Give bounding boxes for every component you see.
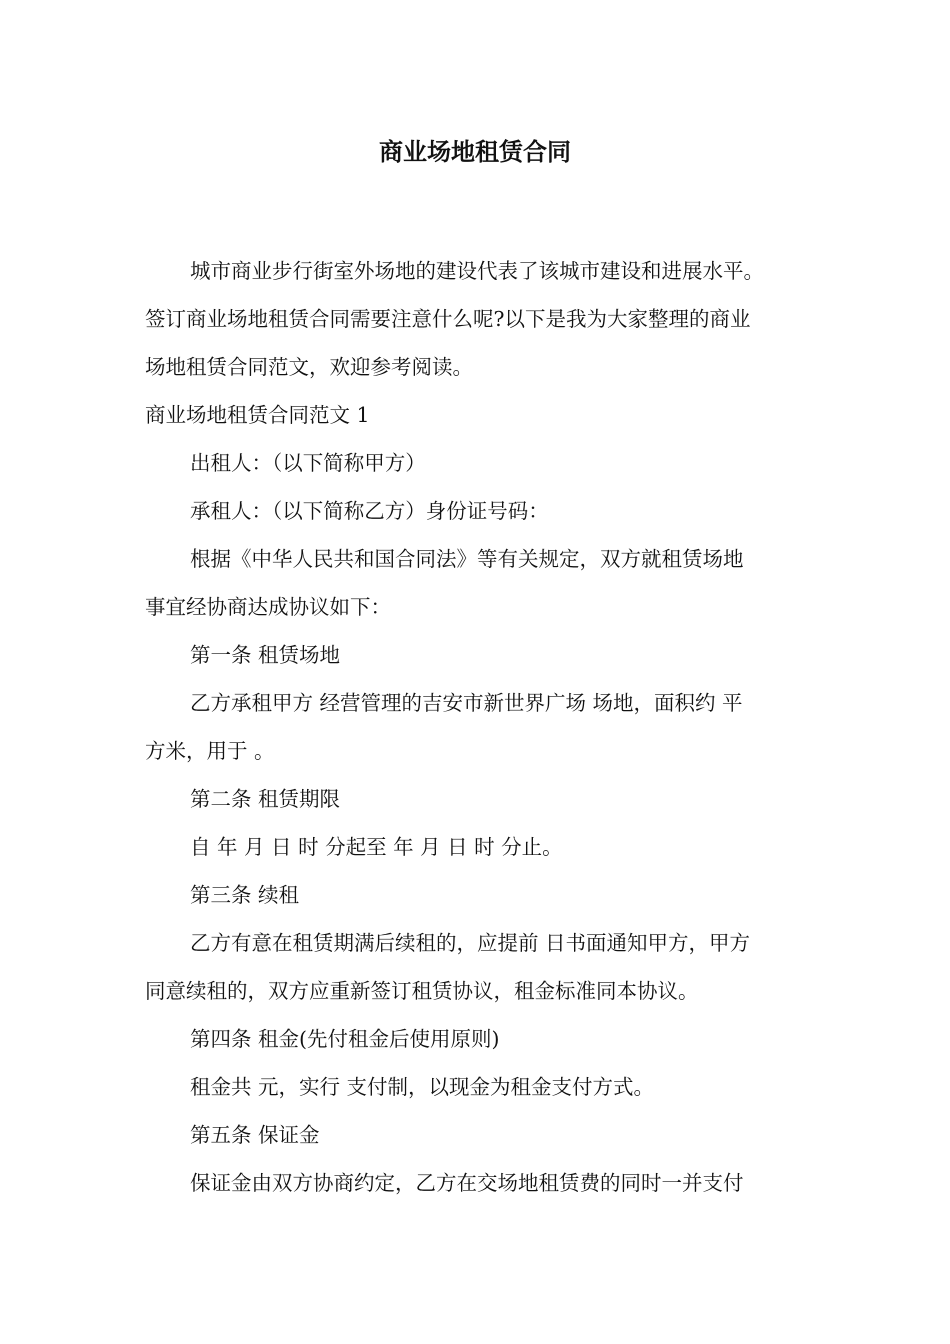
paragraph-line: 同意续租的，双方应重新签订租赁协议，租金标准同本协议。 — [145, 979, 699, 1003]
article-heading: 第一条 租赁场地 — [190, 643, 341, 667]
paragraph-line: 保证金由双方协商约定，乙方在交场地租赁费的同时一并支付 — [190, 1171, 744, 1195]
document-title: 商业场地租赁合同 — [379, 138, 571, 166]
article-heading: 第四条 租金(先付租金后使用原则) — [190, 1027, 500, 1051]
section-heading: 商业场地租赁合同范文 1 — [145, 403, 370, 427]
lessee-line: 承租人：（以下简称乙方）身份证号码： — [190, 499, 549, 523]
paragraph-line: 乙方有意在租赁期满后续租的，应提前 日书面通知甲方，甲方 — [190, 931, 751, 955]
paragraph-line: 乙方承租甲方 经营管理的吉安市新世界广场 场地，面积约 平 — [190, 691, 743, 715]
article-heading: 第二条 租赁期限 — [190, 787, 341, 811]
paragraph-line: 租金共 元，实行 支付制，以现金为租金支付方式。 — [190, 1075, 655, 1099]
lessor-line: 出租人：（以下简称甲方） — [190, 451, 426, 475]
paragraph-line: 方米，用于 。 — [145, 739, 275, 763]
article-heading: 第三条 续租 — [190, 883, 300, 907]
paragraph-line: 城市商业步行街室外场地的建设代表了该城市建设和进展水平。 — [190, 259, 764, 283]
paragraph-line: 签订商业场地租赁合同需要注意什么呢?以下是我为大家整理的商业 — [145, 307, 751, 331]
paragraph-line: 根据《中华人民共和国合同法》等有关规定，双方就租赁场地 — [190, 547, 744, 571]
paragraph-line: 场地租赁合同范文，欢迎参考阅读。 — [145, 355, 473, 379]
document-body — [145, 247, 815, 1207]
paragraph-line: 自 年 月 日 时 分起至 年 月 日 时 分止。 — [190, 835, 563, 859]
article-heading: 第五条 保证金 — [190, 1123, 320, 1147]
paragraph-line: 事宜经协商达成协议如下： — [145, 595, 391, 619]
